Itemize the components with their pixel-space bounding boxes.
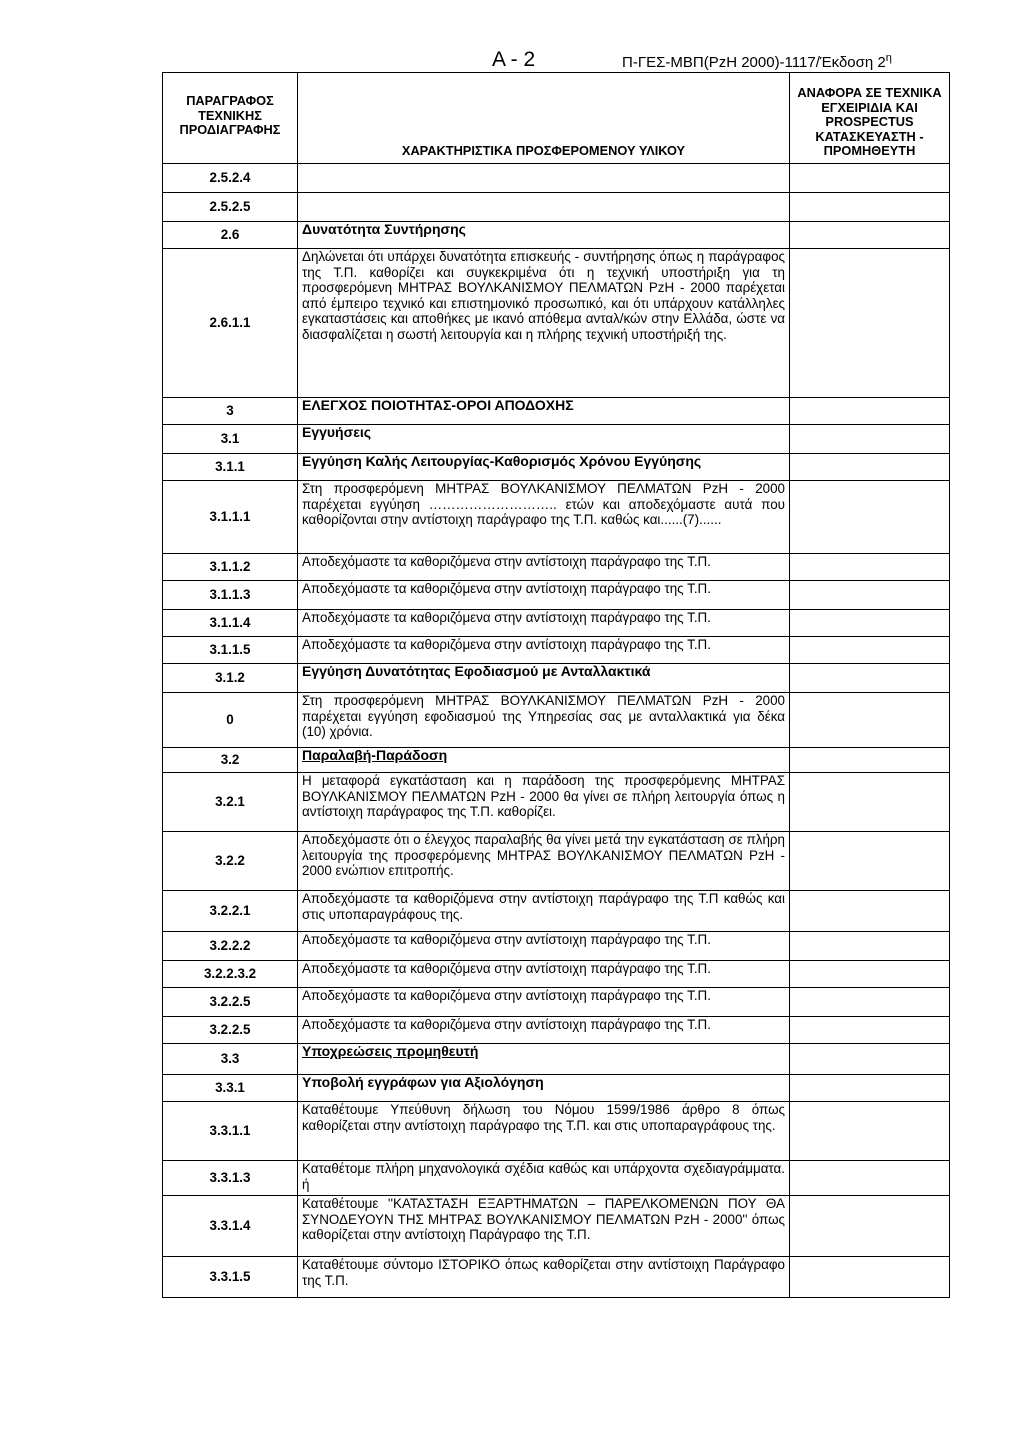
row-text: Υποβολή εγγράφων για Αξιολόγηση <box>302 1074 544 1090</box>
page-number: A - 2 <box>492 48 536 71</box>
characteristics-cell <box>298 222 790 249</box>
row-text: Εγγυήσεις <box>302 424 372 440</box>
reference-cell <box>790 637 950 664</box>
reference-cell <box>790 1161 950 1196</box>
characteristics-cell: Αποδεχόμαστε τα καθοριζόμενα στην αντίστοιχη παράγραφο της Τ.Π. <box>298 988 790 1017</box>
paragraph-number: 3.1.1.3 <box>163 581 298 610</box>
characteristics-cell: Αποδεχόμαστε ότι ο έλεγχος παραλαβής θα γίνει μετά την εγκατάσταση σε πλήρη λειτουργία της προσφερόμενης ΜΗΤΡΑΣ ΒΟΥΛΚΑΝΙΣΜΟΥ ΠΕΛΜΑΤΩΝ ΡzΗ - 2000 ενώπιον επιτροπής. <box>298 832 790 891</box>
paragraph-number: 3.1.1.1 <box>163 481 298 554</box>
table-row <box>163 610 950 637</box>
paragraph-number: 3.3.1.5 <box>163 1257 298 1298</box>
table-row <box>163 581 950 610</box>
reference-cell <box>790 988 950 1017</box>
table-row <box>163 1075 950 1102</box>
table-header-row <box>163 73 950 164</box>
table-row <box>163 425 950 454</box>
paragraph-number: 3.3.1.3 <box>163 1161 298 1196</box>
characteristics-cell <box>298 1044 790 1075</box>
reference-cell <box>790 1102 950 1161</box>
reference-cell <box>790 693 950 748</box>
header-characteristics: ΧΑΡΑΚΤΗΡΙΣΤΙΚΑ ΠΡΟΣΦΕΡΟΜΕΝΟΥ ΥΛΙΚΟΥ <box>298 73 790 164</box>
paragraph-number: 3.3.1 <box>163 1075 298 1102</box>
table-row <box>163 932 950 961</box>
characteristics-cell: Αποδεχόμαστε τα καθοριζόμενα στην αντίστοιχη παράγραφο της Τ.Π καθώς και στις υποπαραγράφους της. <box>298 891 790 932</box>
table-row <box>163 773 950 832</box>
paragraph-number: 2.5.2.4 <box>163 164 298 193</box>
characteristics-cell: Δηλώνεται ότι υπάρχει δυνατότητα επισκευής - συντήρησης όπως η παράγραφος της Τ.Π. καθορίζει και συγκεκριμένα ότι η τεχνική υποστήριξη για τη προσφερόμενη ΜΗΤΡΑΣ ΒΟΥΛΚΑΝΙΣΜΟΥ ΠΕΛΜΑΤΩΝ ΡzΗ - 2000 παρέχεται από έμπειρο τεχνικό και επιστημονικό προσωπικό, και ότι υπάρχουν κατάλληλες εγκαταστάσεις και αποθήκες με ικανό απόθεμα ανταλ/κών στην Ελλάδα, ώστε να διασφαλίζεται η σωστή λειτουργία και η πλήρης τεχνική υποστήριξή της. <box>298 249 790 398</box>
table-row <box>163 832 950 891</box>
paragraph-number: 3.2.2.3.2 <box>163 961 298 988</box>
table-row <box>163 222 950 249</box>
characteristics-cell: Καταθέτουμε σύντομο ΙΣΤΟΡΙΚΟ όπως καθορίζεται στην αντίστοιχη Παράγραφο της Τ.Π. <box>298 1257 790 1298</box>
paragraph-number: 3.3 <box>163 1044 298 1075</box>
paragraph-number: 3.1 <box>163 425 298 454</box>
paragraph-number: 3.2 <box>163 748 298 773</box>
reference-cell <box>790 748 950 773</box>
characteristics-cell <box>298 164 790 193</box>
paragraph-number: 3.2.2 <box>163 832 298 891</box>
reference-cell <box>790 832 950 891</box>
characteristics-cell: Αποδεχόμαστε τα καθοριζόμενα στην αντίστοιχη παράγραφο της Τ.Π. <box>298 581 790 610</box>
table-row <box>163 164 950 193</box>
table-row <box>163 637 950 664</box>
table-row <box>163 1196 950 1257</box>
table-row <box>163 1102 950 1161</box>
table-row <box>163 454 950 481</box>
row-text: ΕΛΕΓΧΟΣ ΠΟΙΟΤΗΤΑΣ-ΟΡΟΙ ΑΠΟΔΟΧΗΣ <box>302 397 574 413</box>
reference-cell <box>790 554 950 581</box>
table-row <box>163 664 950 693</box>
characteristics-cell: Η μεταφορά εγκατάσταση και η παράδοση της προσφερόμενης ΜΗΤΡΑΣ ΒΟΥΛΚΑΝΙΣΜΟΥ ΠΕΛΜΑΤΩΝ ΡzΗ - 2000 θα γίνει σε πλήρη λειτουργία όπως η αντίστοιχη παράγραφος της Τ.Π. καθορίζει. <box>298 773 790 832</box>
table-row <box>163 693 950 748</box>
reference-cell <box>790 664 950 693</box>
paragraph-number: 3.1.2 <box>163 664 298 693</box>
table-row <box>163 1257 950 1298</box>
characteristics-cell: Καταθέτομε πλήρη μηχανολογικά σχέδια καθώς και υπάρχοντα σχεδιαγράμματα. ή <box>298 1161 790 1196</box>
reference-cell <box>790 193 950 222</box>
reference-cell <box>790 932 950 961</box>
header-reference: ΑΝΑΦΟΡΑ ΣΕ ΤΕΧΝΙΚΑ ΕΓΧΕΙΡΙΔΙΑ ΚΑΙ PROSPECTUS ΚΑΤΑΣΚΕΥΑΣΤΗ - ΠΡΟΜΗΘΕΥΤΗ <box>790 73 950 164</box>
paragraph-number: 3.2.2.1 <box>163 891 298 932</box>
paragraph-number: 3.2.2.5 <box>163 1017 298 1044</box>
paragraph-number: 3.1.1.4 <box>163 610 298 637</box>
characteristics-cell: Αποδεχόμαστε τα καθοριζόμενα στην αντίστοιχη παράγραφο της Τ.Π. <box>298 554 790 581</box>
reference-cell <box>790 891 950 932</box>
reference-cell <box>790 1257 950 1298</box>
document-reference: Π-ΓΕΣ-ΜΒΠ(ΡzΗ 2000)-1117/Έκδοση $2^\eta$ <box>622 52 892 71</box>
row-text: Εγγύηση Καλής Λειτουργίας-Καθορισμός Χρόνου Εγγύησης <box>302 453 702 469</box>
reference-cell <box>790 581 950 610</box>
characteristics-cell <box>298 398 790 425</box>
paragraph-number: 3 <box>163 398 298 425</box>
characteristics-cell: Καταθέτουμε Υπεύθυνη δήλωση του Νόμου 1599/1986 άρθρο 8 όπως καθορίζεται στην αντίστοιχη παράγραφο της Τ.Π. και στις υποπαραγράφους της. <box>298 1102 790 1161</box>
reference-cell <box>790 1017 950 1044</box>
paragraph-number: 2.5.2.5 <box>163 193 298 222</box>
reference-cell <box>790 610 950 637</box>
reference-cell <box>790 773 950 832</box>
reference-cell <box>790 1044 950 1075</box>
reference-cell <box>790 961 950 988</box>
specification-table <box>162 72 950 1298</box>
characteristics-cell: Αποδεχόμαστε τα καθοριζόμενα στην αντίστοιχη παράγραφο της Τ.Π. <box>298 610 790 637</box>
characteristics-cell <box>298 664 790 693</box>
reference-cell <box>790 1196 950 1257</box>
row-text: Υποχρεώσεις προμηθευτή <box>302 1043 479 1059</box>
table-row <box>163 1017 950 1044</box>
reference-cell <box>790 249 950 398</box>
table-row <box>163 249 950 398</box>
table-row <box>163 193 950 222</box>
reference-cell <box>790 222 950 249</box>
paragraph-number: 3.2.2.5 <box>163 988 298 1017</box>
characteristics-cell: Αποδεχόμαστε τα καθοριζόμενα στην αντίστοιχη παράγραφο της Τ.Π. <box>298 637 790 664</box>
characteristics-cell <box>298 748 790 773</box>
characteristics-cell: Στη προσφερόμενη ΜΗΤΡΑΣ ΒΟΥΛΚΑΝΙΣΜΟΥ ΠΕΛΜΑΤΩΝ ΡzΗ - 2000 παρέχεται εγγύηση ……………………….. ετών και αποδεχόμαστε αυτά που καθορίζονται στην αντίστοιχη παράγραφο της Τ.Π. καθώς και......(7)...... <box>298 481 790 554</box>
reference-cell <box>790 1075 950 1102</box>
paragraph-number: 2.6 <box>163 222 298 249</box>
table-row <box>163 1161 950 1196</box>
table-row <box>163 961 950 988</box>
reference-cell <box>790 164 950 193</box>
row-text: Δυνατότητα Συντήρησης <box>302 221 466 237</box>
paragraph-number: 3.3.1.4 <box>163 1196 298 1257</box>
paragraph-number: 3.2.1 <box>163 773 298 832</box>
characteristics-cell: Αποδεχόμαστε τα καθοριζόμενα στην αντίστοιχη παράγραφο της Τ.Π. <box>298 961 790 988</box>
table-row <box>163 554 950 581</box>
paragraph-number: 2.6.1.1 <box>163 249 298 398</box>
paragraph-number: 3.1.1 <box>163 454 298 481</box>
characteristics-cell: Αποδεχόμαστε τα καθοριζόμενα στην αντίστοιχη παράγραφο της Τ.Π. <box>298 932 790 961</box>
paragraph-number: 3.2.2.2 <box>163 932 298 961</box>
reference-cell <box>790 481 950 554</box>
table-row <box>163 748 950 773</box>
row-text: Εγγύηση Δυνατότητας Εφοδιασμού με Ανταλλακτικά <box>302 663 651 679</box>
table-row <box>163 891 950 932</box>
characteristics-cell <box>298 1075 790 1102</box>
table-row <box>163 1044 950 1075</box>
characteristics-cell <box>298 193 790 222</box>
paragraph-number: 3.1.1.2 <box>163 554 298 581</box>
paragraph-number: 3.3.1.1 <box>163 1102 298 1161</box>
characteristics-cell <box>298 425 790 454</box>
paragraph-number: 0 <box>163 693 298 748</box>
table-row <box>163 398 950 425</box>
characteristics-cell: Καταθέτουμε ''ΚΑΤΑΣΤΑΣΗ ΕΞΑΡΤΗΜΑΤΩΝ – ΠΑΡΕΛΚΟΜΕΝΩΝ ΠΟΥ ΘΑ ΣΥΝΟΔΕΥΟΥΝ ΤΗΣ ΜΗΤΡΑΣ ΒΟΥΛΚΑΝΙΣΜΟΥ ΠΕΛΜΑΤΩΝ ΡzΗ - 2000'' όπως καθορίζεται στην αντίστοιχη Παράγραφο της Τ.Π. <box>298 1196 790 1257</box>
table-row <box>163 481 950 554</box>
characteristics-cell: Αποδεχόμαστε τα καθοριζόμενα στην αντίστοιχη παράγραφο της Τ.Π. <box>298 1017 790 1044</box>
reference-cell <box>790 454 950 481</box>
characteristics-cell: Στη προσφερόμενη ΜΗΤΡΑΣ ΒΟΥΛΚΑΝΙΣΜΟΥ ΠΕΛΜΑΤΩΝ ΡzΗ - 2000 παρέχεται εγγύηση εφοδιασμού της Υπηρεσίας σας με ανταλλακτικά για δέκα (10) χρόνια. <box>298 693 790 748</box>
header-paragraph: ΠΑΡΑΓΡΑΦΟΣ ΤΕΧΝΙΚΗΣ ΠΡΟΔΙΑΓΡΑΦΗΣ <box>163 73 298 164</box>
row-text: Παραλαβή-Παράδοση <box>302 747 448 763</box>
characteristics-cell <box>298 454 790 481</box>
table-row <box>163 988 950 1017</box>
reference-cell <box>790 425 950 454</box>
reference-cell <box>790 398 950 425</box>
paragraph-number: 3.1.1.5 <box>163 637 298 664</box>
